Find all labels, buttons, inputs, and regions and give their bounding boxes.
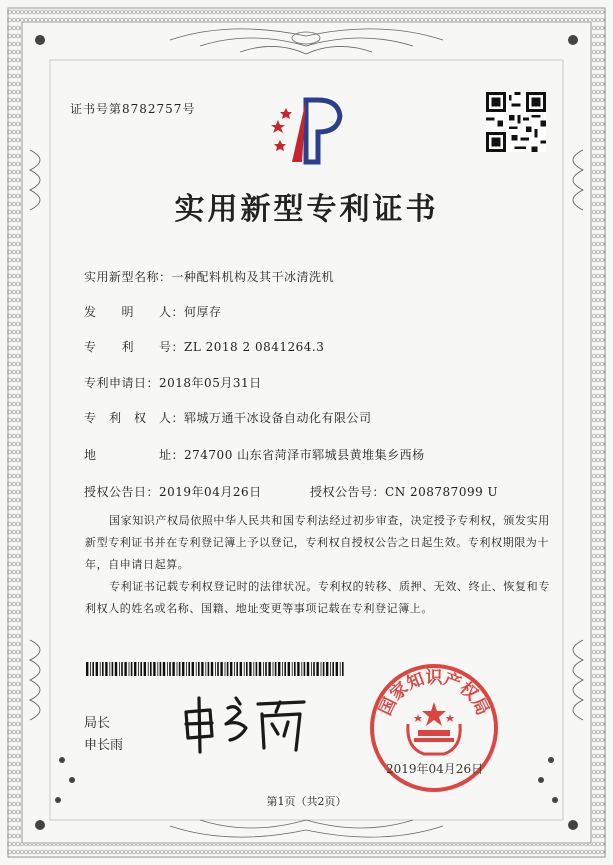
barcode-bar bbox=[205, 662, 206, 676]
barcode-bar bbox=[275, 662, 277, 676]
barcode-bar bbox=[160, 662, 162, 676]
barcode-bar bbox=[326, 662, 328, 676]
patentee-label: 专 利 权 人： bbox=[84, 411, 185, 425]
grant-date-label: 授权公告日： bbox=[84, 485, 160, 499]
patentee bbox=[84, 409, 372, 426]
filing-date bbox=[84, 374, 262, 391]
certificate-number: 证书号第8782757号 bbox=[70, 102, 196, 116]
address-value: 274700 山东省菏泽市郓城县黄堆集乡西杨 bbox=[184, 448, 425, 462]
address-label: 地 址： bbox=[84, 448, 185, 462]
barcode-bar bbox=[115, 662, 117, 676]
barcode-bar bbox=[282, 662, 283, 676]
barcode-bar bbox=[246, 662, 248, 676]
barcode-bar bbox=[179, 662, 181, 676]
grant-date-value: 2019年04月26日 bbox=[159, 485, 262, 499]
barcode-bar bbox=[316, 662, 318, 676]
filing-date-label: 专利申请日： bbox=[84, 376, 160, 390]
barcode-bar bbox=[92, 662, 94, 676]
inventor-label: 发 明 人： bbox=[84, 305, 185, 319]
barcode-bar bbox=[340, 662, 341, 676]
barcode-bar bbox=[148, 662, 149, 676]
barcode-bar bbox=[167, 662, 168, 676]
barcode-bar bbox=[288, 662, 290, 676]
barcode-bar bbox=[172, 662, 174, 676]
barcode-bar bbox=[278, 662, 280, 676]
body-paragraph-2: 专利证书记载专利权登记时的法律状况。专利权的转移、质押、无效、终止、恢复和专利权人的姓名或名称、国籍、地址变更等事项记载在专利登记簿上。 bbox=[85, 580, 550, 615]
barcode-bar bbox=[121, 662, 123, 676]
barcode-bar bbox=[297, 662, 299, 676]
barcode-bar bbox=[211, 662, 213, 676]
patent-number-label: 专 利 号： bbox=[84, 340, 185, 354]
grant-number bbox=[310, 483, 498, 500]
barcode-bar bbox=[196, 662, 197, 676]
barcode-bar bbox=[234, 662, 235, 676]
filing-date-value: 2018年05月31日 bbox=[159, 376, 262, 390]
barcode-bar bbox=[182, 662, 184, 676]
barcode-bar bbox=[96, 662, 98, 676]
patent-number-value: ZL 2018 2 0841264.3 bbox=[184, 340, 325, 354]
barcode-bar bbox=[140, 662, 142, 676]
barcode-bar bbox=[294, 662, 296, 676]
signatory-name: 申长雨 bbox=[84, 738, 124, 753]
barcode-bar bbox=[273, 662, 274, 676]
address bbox=[84, 446, 425, 463]
body-paragraph-1: 国家知识产权局依照中华人民共和国专利法经过初步审查，决定授予专利权，颁发实用新型专利证书并在专利登记簿上予以登记，专利权自授权公告之日起生效。专利权期限为十年，自申请日起算。 bbox=[85, 514, 550, 571]
cnipa-logo bbox=[268, 92, 350, 170]
signatory-title: 局长 bbox=[84, 716, 111, 731]
barcode-bar bbox=[208, 662, 210, 676]
barcode-bar bbox=[240, 662, 242, 676]
barcode-bar bbox=[249, 662, 251, 676]
barcode-bar bbox=[201, 662, 203, 676]
grant-number-label: 授权公告号： bbox=[310, 485, 386, 499]
barcode-bar bbox=[198, 662, 200, 676]
barcode-bar bbox=[256, 662, 258, 676]
barcode-bar bbox=[259, 662, 261, 676]
barcode-bar bbox=[112, 662, 114, 676]
barcode-bar bbox=[163, 662, 165, 676]
barcode-bar bbox=[144, 662, 146, 676]
patent-number bbox=[84, 338, 324, 355]
barcode-bar bbox=[86, 662, 88, 676]
barcode-bar bbox=[124, 662, 126, 676]
barcode-bar bbox=[253, 662, 254, 676]
certificate-title: 实用新型专利证书 bbox=[174, 192, 439, 227]
barcode-bar bbox=[307, 662, 309, 676]
qr-code bbox=[486, 92, 546, 152]
barcode-bar bbox=[169, 662, 171, 676]
utility-model-name bbox=[84, 268, 334, 285]
barcode-bar bbox=[105, 662, 107, 676]
barcode-bar bbox=[313, 662, 315, 676]
barcode-bar bbox=[217, 662, 219, 676]
barcode-bar bbox=[129, 662, 130, 676]
barcode-bar bbox=[265, 662, 267, 676]
barcode-bar bbox=[90, 662, 91, 676]
inventor bbox=[84, 303, 222, 320]
barcode-bar bbox=[186, 662, 187, 676]
barcode-bar bbox=[263, 662, 264, 676]
name-label: 实用新型名称： bbox=[84, 270, 172, 284]
barcode-bar bbox=[215, 662, 216, 676]
barcode-bar bbox=[119, 662, 120, 676]
barcode-bar bbox=[311, 662, 312, 676]
barcode-bar bbox=[323, 662, 325, 676]
barcode-bar bbox=[177, 662, 178, 676]
barcode-bar bbox=[330, 662, 331, 676]
grant-number-value: CN 208787099 U bbox=[385, 485, 499, 499]
handwritten-signature bbox=[180, 690, 310, 756]
barcode-bar bbox=[342, 662, 344, 676]
barcode-bar bbox=[157, 662, 158, 676]
barcode-bar bbox=[227, 662, 229, 676]
barcode-bar bbox=[134, 662, 136, 676]
barcode-bar bbox=[150, 662, 152, 676]
grant-date bbox=[84, 483, 262, 500]
barcode-bar bbox=[332, 662, 334, 676]
name-value: 一种配料机构及其干冰清洗机 bbox=[171, 270, 335, 284]
barcode-bar bbox=[236, 662, 238, 676]
barcode-bar bbox=[244, 662, 245, 676]
barcode-bar bbox=[292, 662, 293, 676]
barcode-bar bbox=[102, 662, 104, 676]
barcode-bar bbox=[131, 662, 133, 676]
barcode bbox=[86, 662, 344, 676]
seal-text: 国家知识产权局 bbox=[375, 668, 493, 719]
inventor-value: 何厚存 bbox=[184, 305, 222, 319]
barcode-bar bbox=[321, 662, 322, 676]
page-footer: 第1页（共2页） bbox=[266, 795, 347, 808]
barcode-bar bbox=[225, 662, 226, 676]
barcode-bar bbox=[188, 662, 190, 676]
barcode-bar bbox=[230, 662, 232, 676]
seal-date: 2019年04月26日 bbox=[386, 762, 484, 776]
barcode-bar bbox=[153, 662, 155, 676]
barcode-bar bbox=[268, 662, 270, 676]
barcode-bar bbox=[304, 662, 306, 676]
barcode-bar bbox=[301, 662, 302, 676]
barcode-bar bbox=[138, 662, 139, 676]
barcode-bar bbox=[284, 662, 286, 676]
barcode-bar bbox=[336, 662, 338, 676]
barcode-bar bbox=[192, 662, 194, 676]
barcode-bar bbox=[220, 662, 222, 676]
barcode-bar bbox=[109, 662, 110, 676]
barcode-bar bbox=[100, 662, 101, 676]
patentee-value: 郓城万通干冰设备自动化有限公司 bbox=[184, 411, 372, 425]
